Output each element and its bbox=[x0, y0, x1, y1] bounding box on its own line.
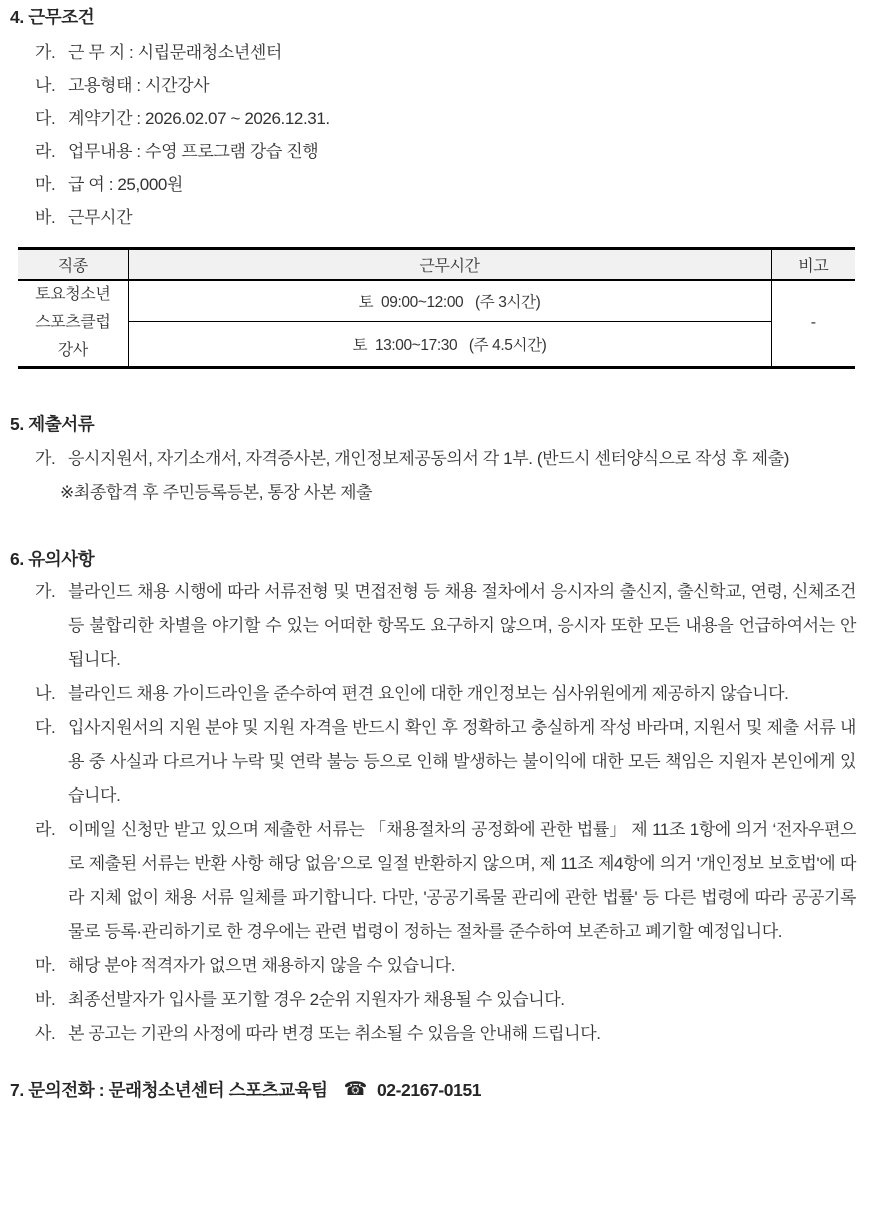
list-item-job-description bbox=[10, 135, 856, 168]
item-label: 마. bbox=[35, 175, 56, 194]
list-item-employment-type bbox=[10, 69, 856, 102]
section-notices bbox=[10, 546, 856, 1051]
item-label: 가. bbox=[35, 582, 56, 601]
list-item-no-suitable-candidate bbox=[10, 949, 856, 983]
table-header-row bbox=[18, 249, 855, 280]
section5-items bbox=[10, 442, 856, 510]
item-text: 최종합격 후 주민등록등본, 통장 사본 제출 bbox=[73, 483, 373, 502]
list-item-contract-period bbox=[10, 102, 856, 135]
work-hours-row2-cell: 토 13:00~17:30 (주 4.5시간) bbox=[352, 337, 547, 354]
item-text: 업무내용 : 수영 프로그램 강습 진행 bbox=[68, 142, 319, 161]
item-label: 바. bbox=[35, 208, 56, 227]
section7-title: 7. 문의전화 : 문래청소년센터 스포츠교육팀 bbox=[10, 1080, 328, 1100]
list-item-salary bbox=[10, 168, 856, 201]
item-label: 나. bbox=[35, 684, 56, 703]
work-hours-table bbox=[18, 247, 855, 369]
job-line-1: 토요청소년 bbox=[35, 286, 111, 304]
item-label: 라. bbox=[35, 820, 56, 839]
item-label: 가. bbox=[35, 43, 56, 62]
list-item-work-hours bbox=[10, 201, 856, 234]
item-label: 사. bbox=[35, 1024, 56, 1043]
list-item-blind-guideline bbox=[10, 677, 856, 711]
item-text: 계약기간 : 2026.02.07 ~ 2026.12.31. bbox=[68, 109, 330, 128]
reference-mark: ※ bbox=[60, 483, 74, 502]
section5-title: 5. 제출서류 bbox=[10, 414, 95, 434]
item-text: 본 공고는 기관의 사정에 따라 변경 또는 취소될 수 있음을 안내해 드립니다. bbox=[68, 1024, 601, 1043]
note-cell: - bbox=[771, 280, 855, 368]
section-submission-documents bbox=[10, 411, 856, 510]
job-title-cell bbox=[18, 280, 128, 368]
list-item-required-documents bbox=[10, 442, 856, 476]
item-text: 입사지원서의 지원 분야 및 지원 자격을 반드시 확인 후 정확하고 충실하게 작성 바라며, 지원서 및 제출 서류 내용 중 사실과 다르거나 누락 및 연락 불능 등으로 인해 발생하는 불이익에 대한 모든 책임은 지원자 본인에게 있습니다. bbox=[68, 718, 856, 805]
item-label: 마. bbox=[35, 956, 56, 975]
item-text: 고용형태 : 시간강사 bbox=[68, 76, 210, 95]
header-work-hours: 근무시간 bbox=[128, 249, 771, 280]
header-job-type: 직종 bbox=[18, 249, 128, 280]
header-note: 비고 bbox=[771, 249, 855, 280]
item-text: 응시지원서, 자기소개서, 자격증사본, 개인정보제공동의서 각 1부. (반드시 센터양식으로 작성 후 제출) bbox=[68, 449, 789, 468]
item-label: 다. bbox=[35, 718, 56, 737]
table-row bbox=[18, 322, 855, 368]
section6-items bbox=[10, 575, 856, 1051]
section4-items bbox=[10, 36, 856, 234]
section6-title: 6. 유의사항 bbox=[10, 549, 95, 569]
item-text: 최종선발자가 입사를 포기할 경우 2순위 지원자가 채용될 수 있습니다. bbox=[68, 990, 565, 1009]
item-text: 근무시간 bbox=[68, 208, 133, 227]
list-item-cancellation-notice bbox=[10, 1017, 856, 1051]
job-line-3: 강사 bbox=[57, 342, 88, 360]
item-label: 라. bbox=[35, 142, 56, 161]
list-item-document-return-policy bbox=[10, 813, 856, 949]
item-text: 블라인드 채용 가이드라인을 준수하여 편견 요인에 대한 개인정보는 심사위원에게 제공하지 않습니다. bbox=[68, 684, 789, 703]
section-contact bbox=[10, 1077, 856, 1103]
list-item-application-accuracy bbox=[10, 711, 856, 813]
item-label: 나. bbox=[35, 76, 56, 95]
list-item-workplace bbox=[10, 36, 856, 69]
phone-number: 02-2167-0151 bbox=[376, 1080, 482, 1100]
telephone-icon: ☎ bbox=[343, 1079, 367, 1100]
section-working-conditions bbox=[10, 4, 856, 369]
item-text: 급 여 : 25,000원 bbox=[68, 175, 183, 194]
list-item-runner-up bbox=[10, 983, 856, 1017]
list-item-after-acceptance-note bbox=[10, 476, 856, 510]
item-text: 해당 분야 적격자가 없으면 채용하지 않을 수 있습니다. bbox=[68, 956, 456, 975]
section4-title: 4. 근무조건 bbox=[10, 7, 95, 27]
table-row bbox=[18, 280, 855, 322]
work-hours-row1-cell: 토 09:00~12:00 (주 3시간) bbox=[128, 280, 771, 322]
job-line-2: 스포츠클럽 bbox=[35, 314, 111, 332]
item-label: 가. bbox=[35, 449, 56, 468]
item-text: 블라인드 채용 시행에 따라 서류전형 및 면접전형 등 채용 절차에서 응시자의 출신지, 출신학교, 연령, 신체조건 등 불합리한 차별을 야기할 수 있는 어떠한 항목도 요구하지 않으며, 응시자 또한 모든 내용을 언급하여서는 안 됩니다. bbox=[68, 582, 856, 669]
item-label: 바. bbox=[35, 990, 56, 1009]
list-item-blind-hiring bbox=[10, 575, 856, 677]
item-text: 근 무 지 : 시립문래청소년센터 bbox=[68, 43, 282, 62]
work-hours-table-wrapper bbox=[18, 247, 856, 369]
item-text: 이메일 신청만 받고 있으며 제출한 서류는 「채용절차의 공정화에 관한 법률」 제 11조 1항에 의거 ‘전자우편으로 제출된 서류는 반환 사항 해당 없음’으로 일절 반환하지 않으며, 제 11조 제4항에 의거 '개인정보 보호법'에 따라 지체 없이 채용 서류 일체를 파기합니다. 다만, '공공기록물 관리에 관한 법률' 등 다른 법령에 따라 공공기록물로 등록·관리하기로 한 경우에는 관련 법령이 정하는 절차를 준수하여 보존하고 폐기할 예정입니다. bbox=[68, 820, 856, 941]
item-label: 다. bbox=[35, 109, 56, 128]
